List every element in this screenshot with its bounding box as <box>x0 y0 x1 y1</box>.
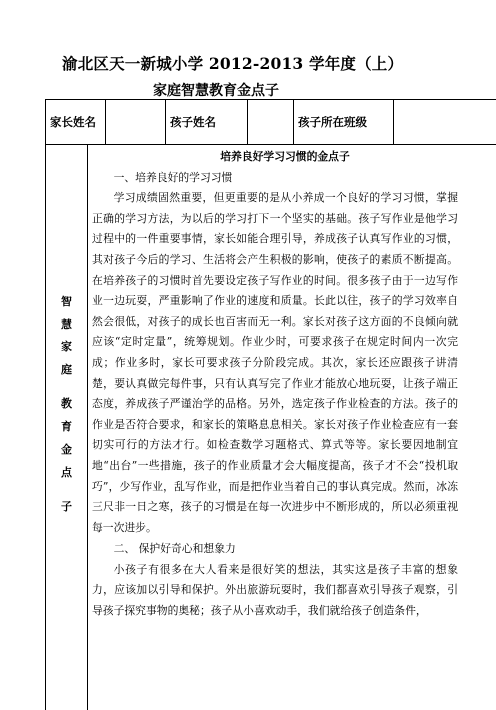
tip-title: 培养良好学习习惯的金点子 <box>220 150 350 163</box>
side-char: 慧 <box>61 318 72 331</box>
form-header-row <box>45 99 496 145</box>
child-class-label: 孩子所在班级 <box>294 100 394 144</box>
document-subtitle: 家庭智慧教育金点子 <box>153 83 279 99</box>
side-char: 教 <box>61 397 72 410</box>
side-char: 育 <box>61 420 72 433</box>
child-name-field[interactable] <box>248 100 294 144</box>
article-paragraph: 学习成绩固然重要，但更重要的是从小养成一个良好的学习习惯，掌握正确的学习方法，为以后的学习打下一个坚实的基础。孩子写作业是他学习过程中的一件重要事情，家长如能合理引导，养成孩子认真写作业的习惯，其对孩子今后的学习、生活将会产生积极的影响，使孩子的素质不断提高。在培养孩子的习惯时首先要设定孩子写作业的时间。很多孩子由于一边写作业一边玩耍，严重影响了作业的速度和质量。长此以往，孩子的学习效率自然会很低，对孩子的成长也百害而无一利。家长对孩子这方面的不良倾向就应该“定时定量”，统筹规划。作业少时，可要求孩子在规定时间内一次完成；作业多时，家长可要求孩子分阶段完成。其次，家长还应跟孩子讲清楚，要认真做完每件事，只有认真写完了作业才能放心地玩耍，让孩子端正态度，养成孩子严谨治学的品格。另外，选定孩子作业检查的方法。孩子的作业是否符合要求，和家长的策略息息相关。家长对孩子作业检查应有一套切实可行的方法才行。如检查数学习题格式、算式等等。家长要因地制宜地“出台”一些措施，孩子的作业质量才会大幅度提高，孩子才不会“投机取巧”，少写作业，乱写作业，而是把作业当着自己的事认真完成。然而，冰冻三尺非一日之寒，孩子的习惯是在每一次进步中不断形成的，所以必须重视每一次进步。 <box>92 191 458 534</box>
side-char: 庭 <box>61 363 72 376</box>
article-paragraph: 小孩子有很多在大人看来是很好笑的想法，其实这是孩子丰富的想象力，应该加以引导和保护。外出旅游玩耍时，我们都喜欢引导孩子观察，引导孩子探究事物的奥秘；孩子从小喜欢动手，我们就给孩子创造条件， <box>92 562 458 618</box>
side-char: 智 <box>61 295 72 308</box>
tips-row <box>45 145 496 710</box>
side-char: 子 <box>61 500 72 513</box>
side-char: 点 <box>61 466 72 479</box>
section-heading: 二、 保护好奇心和想象力 <box>113 542 236 556</box>
article-content <box>92 147 458 622</box>
section-heading: 一、培养良好的学习习惯 <box>113 170 233 184</box>
child-class-field[interactable] <box>394 100 496 144</box>
side-label-column <box>46 145 88 710</box>
document-title: 渝北区天一新城小学 2012-2013 学年度（上） <box>62 54 404 73</box>
side-char: 金 <box>61 443 72 456</box>
child-name-label: 孩子姓名 <box>166 100 248 144</box>
parent-name-label: 家长姓名 <box>46 100 106 144</box>
side-char: 家 <box>61 340 72 353</box>
parent-name-field[interactable] <box>106 100 166 144</box>
